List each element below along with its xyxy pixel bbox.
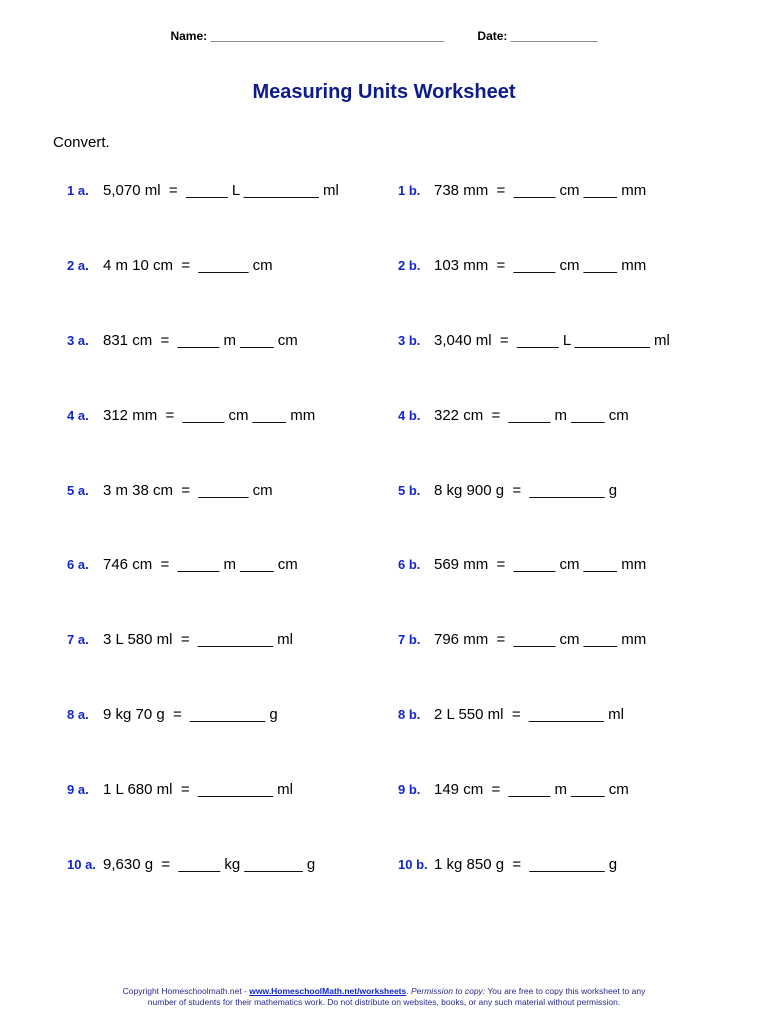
problem-1b xyxy=(398,181,646,201)
problem-text: 9 kg 70 g = _________ g xyxy=(103,706,278,723)
problem-text: 2 L 550 ml = _________ ml xyxy=(434,706,624,723)
problem-number: 10 b. xyxy=(398,857,428,872)
problem-number: 8 a. xyxy=(67,707,89,722)
problem-3a xyxy=(67,331,298,351)
problem-number: 5 b. xyxy=(398,483,421,498)
problem-text: 1 L 680 ml = _________ ml xyxy=(103,781,293,798)
problem-7b xyxy=(398,630,646,650)
problem-text: 569 mm = _____ cm ____ mm xyxy=(434,556,647,573)
separator: . xyxy=(406,986,411,996)
instruction-text: Convert. xyxy=(53,134,110,151)
problem-10a xyxy=(67,855,315,875)
page-title: Measuring Units Worksheet xyxy=(252,81,516,103)
name-label: Name: xyxy=(170,29,208,43)
name-field[interactable]: ___________________________________ xyxy=(207,29,445,43)
permission-text: You are free to copy this worksheet to any xyxy=(485,986,646,996)
problem-number: 6 a. xyxy=(67,557,89,572)
problem-number: 3 b. xyxy=(398,333,421,348)
copyright-text: Copyright Homeschoolmath.net - xyxy=(122,986,250,996)
problem-text: 831 cm = _____ m ____ cm xyxy=(103,332,298,349)
problem-number: 6 b. xyxy=(398,557,421,572)
problem-2b xyxy=(398,256,646,276)
problem-text: 8 kg 900 g = _________ g xyxy=(434,482,618,499)
name-date-header xyxy=(0,29,768,43)
problem-3b xyxy=(398,331,670,351)
problem-number: 5 a. xyxy=(67,483,89,498)
problem-text: 149 cm = _____ m ____ cm xyxy=(434,781,629,798)
problem-4b xyxy=(398,406,629,426)
problem-8b xyxy=(398,705,624,725)
date-field[interactable]: _____________ xyxy=(507,29,598,43)
problem-number: 3 a. xyxy=(67,333,89,348)
problem-number: 4 a. xyxy=(67,408,89,423)
problem-text: 9,630 g = _____ kg _______ g xyxy=(103,856,316,873)
problem-number: 9 b. xyxy=(398,782,421,797)
problem-number: 9 a. xyxy=(67,782,89,797)
problem-1a xyxy=(67,181,339,201)
problem-number: 10 a. xyxy=(67,857,96,872)
problem-number: 2 b. xyxy=(398,258,421,273)
problem-number: 1 a. xyxy=(67,183,89,198)
problem-number: 8 b. xyxy=(398,707,421,722)
website-link[interactable]: www.HomeschoolMath.net/worksheets xyxy=(249,986,407,996)
problem-9a xyxy=(67,780,293,800)
problem-text: 738 mm = _____ cm ____ mm xyxy=(434,182,647,199)
problem-text: 746 cm = _____ m ____ cm xyxy=(103,556,298,573)
footer-line-1 xyxy=(0,986,768,997)
problem-text: 3,040 ml = _____ L _________ ml xyxy=(434,332,670,349)
problem-8a xyxy=(67,705,278,725)
problem-text: 103 mm = _____ cm ____ mm xyxy=(434,257,647,274)
problem-text: 3 m 38 cm = ______ cm xyxy=(103,482,273,499)
problem-text: 5,070 ml = _____ L _________ ml xyxy=(103,182,339,199)
problem-number: 4 b. xyxy=(398,408,421,423)
problem-text: 4 m 10 cm = ______ cm xyxy=(103,257,273,274)
problem-number: 1 b. xyxy=(398,183,421,198)
problem-text: 1 kg 850 g = _________ g xyxy=(434,856,618,873)
problem-text: 312 mm = _____ cm ____ mm xyxy=(103,407,316,424)
problem-text: 322 cm = _____ m ____ cm xyxy=(434,407,629,424)
problem-number: 7 a. xyxy=(67,632,89,647)
problem-2a xyxy=(67,256,273,276)
problem-4a xyxy=(67,406,315,426)
problem-6a xyxy=(67,555,298,575)
problem-10b xyxy=(398,855,617,875)
date-label: Date: xyxy=(477,29,508,43)
problem-6b xyxy=(398,555,646,575)
problem-5a xyxy=(67,481,273,501)
footer-copyright xyxy=(0,986,768,1008)
problem-7a xyxy=(67,630,293,650)
problem-9b xyxy=(398,780,629,800)
problem-text: 796 mm = _____ cm ____ mm xyxy=(434,631,647,648)
problem-5b xyxy=(398,481,617,501)
problem-text: 3 L 580 ml = _________ ml xyxy=(103,631,293,648)
permission-label: Permission to copy: xyxy=(410,986,486,996)
problem-number: 7 b. xyxy=(398,632,421,647)
problem-number: 2 a. xyxy=(67,258,89,273)
footer-line-2: number of students for their mathematics work. Do not distribute on websites, books, or any such material without permission. xyxy=(147,997,621,1007)
